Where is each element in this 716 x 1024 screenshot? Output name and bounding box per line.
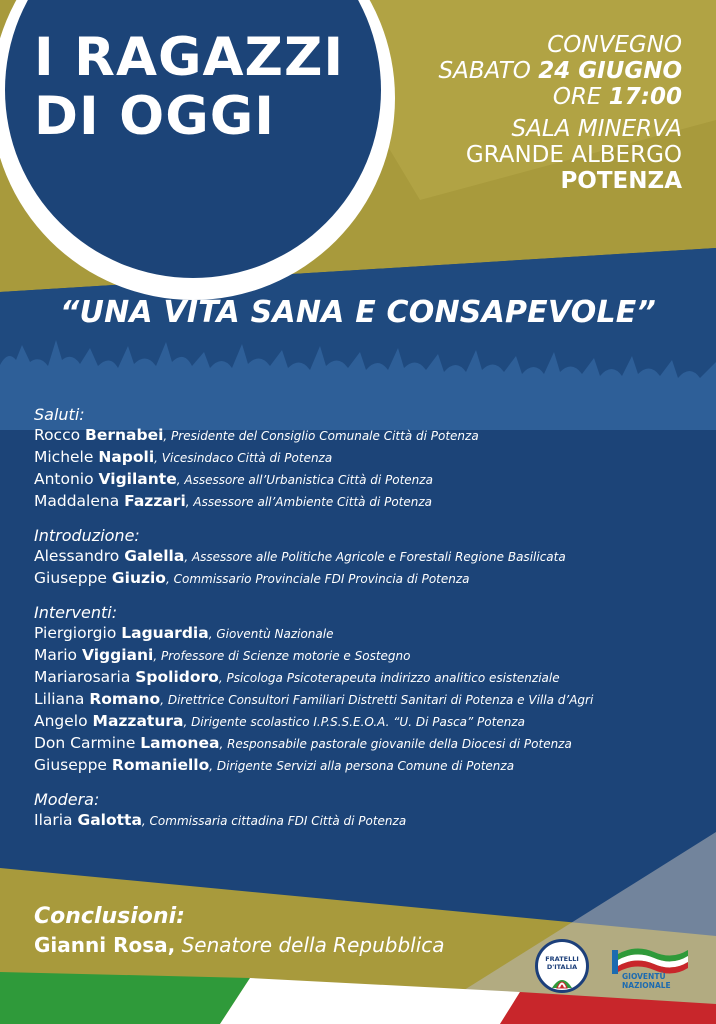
speaker-role: , Commissaria cittadina FDI Città di Potenza bbox=[141, 814, 407, 828]
conclusion-role: Senatore della Repubblica bbox=[181, 933, 445, 957]
speaker-last-name: Galotta bbox=[77, 811, 142, 829]
speaker-row bbox=[34, 447, 704, 469]
speaker-last-name: Vigilante bbox=[98, 470, 177, 488]
speaker-last-name: Viggiani bbox=[81, 646, 154, 664]
speaker-row bbox=[34, 469, 704, 491]
event-type: CONVEGNO bbox=[547, 32, 682, 58]
event-city: POTENZA bbox=[560, 168, 682, 194]
section-interventi bbox=[34, 603, 704, 777]
speaker-last-name: Romano bbox=[89, 690, 161, 708]
event-time: 17:00 bbox=[608, 84, 682, 110]
slogan: “UNA VITA SANA E CONSAPEVOLE” bbox=[59, 295, 656, 330]
speaker-role: , Assessore all’Urbanistica Città di Potenza bbox=[176, 473, 433, 487]
gn-logo-line1: GIOVENTÙ bbox=[622, 972, 666, 981]
stripe-green bbox=[0, 972, 250, 1024]
event-time-line bbox=[439, 84, 682, 110]
speaker-row bbox=[34, 623, 704, 645]
speaker-last-name: Romaniello bbox=[111, 756, 210, 774]
speaker-first-name: Rocco bbox=[34, 426, 81, 444]
speaker-row bbox=[34, 711, 704, 733]
event-venue: SALA MINERVA bbox=[511, 116, 682, 142]
speaker-first-name: Angelo bbox=[34, 712, 88, 730]
speaker-row bbox=[34, 667, 704, 689]
speaker-first-name: Don Carmine bbox=[34, 734, 136, 752]
speaker-role: , Dirigente scolastico I.P.S.S.E.O.A. “U. Di Pasca” Potenza bbox=[183, 715, 525, 729]
speaker-last-name: Spolidoro bbox=[135, 668, 219, 686]
tricolor-flag-icon bbox=[606, 944, 690, 974]
speaker-role: , Dirigente Servizi alla persona Comune di Potenza bbox=[209, 759, 515, 773]
speaker-last-name: Galella bbox=[124, 547, 185, 565]
speaker-row bbox=[34, 568, 704, 590]
event-date: 24 GIUGNO bbox=[538, 58, 682, 84]
speaker-row bbox=[34, 546, 704, 568]
speaker-role: , Vicesindaco Città di Potenza bbox=[154, 451, 333, 465]
speaker-first-name: Ilaria bbox=[34, 811, 73, 829]
event-date-line bbox=[439, 58, 682, 84]
section-modera bbox=[34, 790, 704, 832]
speaker-first-name: Giuseppe bbox=[34, 756, 107, 774]
event-info bbox=[439, 32, 682, 194]
speaker-role: , Assessore alle Politiche Agricole e Forestali Regione Basilicata bbox=[184, 550, 566, 564]
gn-logo-line2: NAZIONALE bbox=[622, 981, 671, 990]
fdi-logo-line2: D'ITALIA bbox=[546, 963, 578, 971]
section-title: Saluti: bbox=[34, 405, 85, 424]
speaker-role: , Presidente del Consiglio Comunale Città di Potenza bbox=[163, 429, 479, 443]
event-hotel: GRANDE ALBERGO bbox=[465, 142, 682, 168]
speaker-first-name: Giuseppe bbox=[34, 569, 107, 587]
speaker-last-name: Giuzio bbox=[111, 569, 166, 587]
speaker-first-name: Alessandro bbox=[34, 547, 120, 565]
flame-icon bbox=[538, 970, 586, 990]
speaker-first-name: Piergiorgio bbox=[34, 624, 117, 642]
speaker-last-name: Lamonea bbox=[140, 734, 220, 752]
speaker-row bbox=[34, 491, 704, 513]
program bbox=[34, 405, 704, 845]
speaker-first-name: Michele bbox=[34, 448, 94, 466]
speaker-row bbox=[34, 810, 704, 832]
speaker-row bbox=[34, 689, 704, 711]
fdi-logo-line1: FRATELLI bbox=[545, 955, 579, 963]
speaker-role: , Gioventù Nazionale bbox=[208, 627, 334, 641]
speaker-role: , Assessore all’Ambiente Città di Potenza bbox=[185, 495, 433, 509]
gioventu-nazionale-logo bbox=[622, 972, 692, 990]
speaker-row bbox=[34, 425, 704, 447]
speaker-last-name: Laguardia bbox=[121, 624, 209, 642]
speaker-role: , Psicologa Psicoterapeuta indirizzo analitico esistenziale bbox=[218, 671, 560, 685]
speaker-last-name: Fazzari bbox=[124, 492, 186, 510]
speaker-last-name: Napoli bbox=[98, 448, 155, 466]
speaker-first-name: Maddalena bbox=[34, 492, 120, 510]
speaker-last-name: Bernabei bbox=[85, 426, 164, 444]
section-title: Modera: bbox=[34, 790, 100, 809]
conclusion-name: Gianni Rosa, bbox=[34, 933, 176, 957]
event-time-prefix: ORE bbox=[552, 84, 602, 110]
speaker-last-name: Mazzatura bbox=[92, 712, 184, 730]
conclusion bbox=[34, 903, 445, 959]
event-day: SABATO bbox=[438, 58, 531, 84]
title-line-2: DI OGGI bbox=[34, 86, 275, 147]
speaker-role: , Responsabile pastorale giovanile della Diocesi di Potenza bbox=[219, 737, 572, 751]
conclusion-title: Conclusioni: bbox=[34, 904, 185, 929]
speaker-first-name: Liliana bbox=[34, 690, 85, 708]
speaker-first-name: Mariarosaria bbox=[34, 668, 131, 686]
speaker-first-name: Mario bbox=[34, 646, 78, 664]
conclusion-speaker bbox=[34, 931, 445, 959]
speaker-role: , Professore di Scienze motorie e Sostegno bbox=[153, 649, 411, 663]
fratelli-italia-logo bbox=[535, 939, 589, 993]
section-title: Interventi: bbox=[34, 603, 118, 622]
speaker-row bbox=[34, 645, 704, 667]
speaker-role: , Direttrice Consultori Familiari Distretti Sanitari di Potenza e Villa d’Agri bbox=[160, 693, 594, 707]
speaker-row bbox=[34, 755, 704, 777]
speaker-row bbox=[34, 733, 704, 755]
section-introduzione bbox=[34, 526, 704, 590]
title-line-1: I RAGAZZI bbox=[34, 27, 345, 88]
section-saluti bbox=[34, 405, 704, 513]
page-title bbox=[34, 28, 344, 146]
section-title: Introduzione: bbox=[34, 526, 140, 545]
speaker-first-name: Antonio bbox=[34, 470, 94, 488]
speaker-role: , Commissario Provinciale FDI Provincia di Potenza bbox=[165, 572, 470, 586]
